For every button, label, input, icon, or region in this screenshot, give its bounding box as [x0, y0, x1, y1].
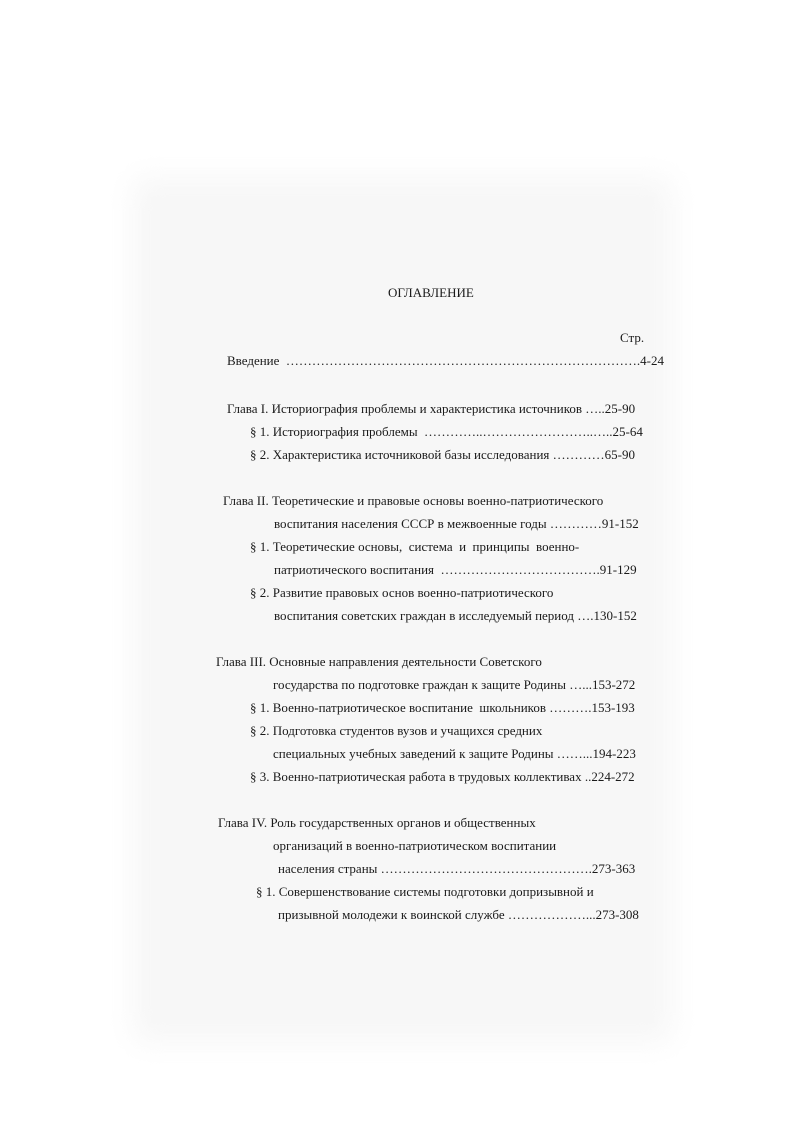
toc-chapter-4-title-line-3: населения страны ………………………………………….273-363 [278, 861, 636, 876]
toc-intro: Введение ……………………………………………………………………….4-24 [227, 353, 664, 368]
toc-chapter-4-section-1-line-1: § 1. Совершенствование системы подготовки допризывной и [256, 884, 594, 899]
toc-chapter-1-section-1: § 1. Историография проблемы …………..……………………..…..25-64 [250, 424, 643, 439]
toc-chapter-4-section-1-line-2: призывной молодежи к воинской службе ………………...273-308 [278, 907, 639, 922]
toc-chapter-3-section-2-line-2: специальных учебных заведений к защите Родины ……...194-223 [273, 746, 636, 761]
toc-chapter-4-title-line-1: Глава IV. Роль государственных органов и общественных [218, 815, 536, 830]
toc-chapter-3-title-line-2: государства по подготовке граждан к защите Родины …...153-272 [273, 677, 636, 692]
toc-chapter-3-section-3: § 3. Военно-патриотическая работа в трудовых коллективах ..224-272 [250, 769, 635, 784]
toc-chapter-1-title: Глава I. Историография проблемы и характеристика источников …..25-90 [227, 401, 636, 416]
toc-chapter-2-section-1-line-2: патриотического воспитания ……………………………….91-129 [274, 562, 637, 577]
page-column-header: Стр. [620, 330, 645, 345]
toc-chapter-4-title-line-2: организаций в военно-патриотическом воспитании [273, 838, 557, 853]
toc-chapter-3-title-line-1: Глава III. Основные направления деятельности Советского [216, 654, 542, 669]
toc-chapter-2-section-2-line-2: воспитания советских граждан в исследуемый период ….130-152 [274, 608, 637, 623]
toc-chapter-3-section-2-line-1: § 2. Подготовка студентов вузов и учащихся средних [250, 723, 543, 738]
page-title: ОГЛАВЛЕНИЕ [388, 285, 474, 300]
toc-chapter-2-section-1-line-1: § 1. Теоретические основы, система и принципы военно- [250, 539, 580, 554]
toc-chapter-2-section-2-line-1: § 2. Развитие правовых основ военно-патриотического [250, 585, 554, 600]
toc-chapter-3-section-1: § 1. Военно-патриотическое воспитание школьников ……….153-193 [250, 700, 635, 715]
toc-chapter-2-title-line-2: воспитания населения СССР в межвоенные годы …………91-152 [274, 516, 639, 531]
toc-chapter-1-section-2: § 2. Характеристика источниковой базы исследования …………65-90 [250, 447, 635, 462]
toc-chapter-2-title-line-1: Глава II. Теоретические и правовые основы военно-патриотического [223, 493, 604, 508]
